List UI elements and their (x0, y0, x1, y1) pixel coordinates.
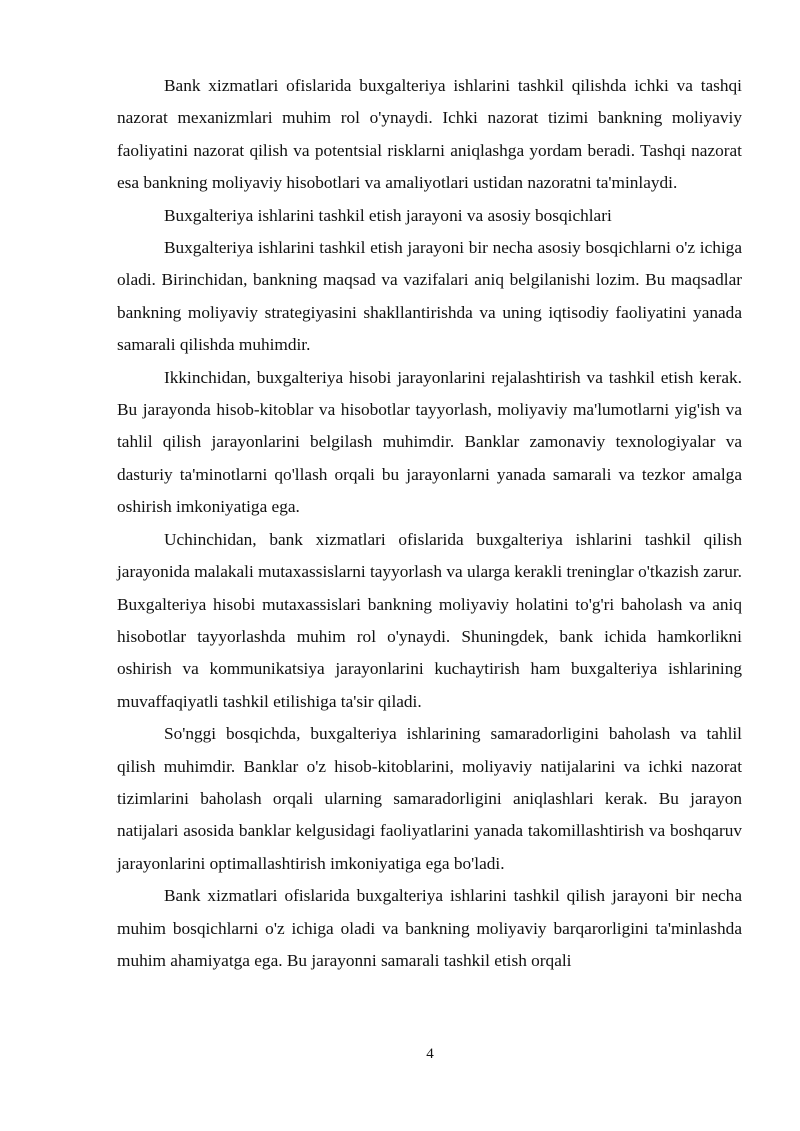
page-number: 4 (426, 1046, 434, 1062)
paragraph-second-stage: Ikkinchidan, buxgalteriya hisobi jarayonlarini rejalashtirish va tashkil etish kerak. Bu jarayonda hisob-kitoblar va hisobotlar tayyorlash, moliyaviy ma'lumotlarni yig'ish va tahlil qilish jarayonlarini belgilash muhimdir. Banklar zamonaviy texnologiyalar va dasturiy ta'minotlarni qo'llash orqali bu jarayonlarni yanada samarali va tezkor amalga oshirish imkoniyatiga ega. (117, 367, 742, 517)
paragraph-conclusion: Bank xizmatlari ofislarida buxgalteriya ishlarini tashkil qilish jarayoni bir necha muhim bosqichlarni o'z ichiga oladi va bankning moliyaviy barqarorligini ta'minlashda muhim ahamiyatga ega. Bu jarayonni samarali tashkil etish orqali (117, 886, 742, 970)
paragraph-process-stages: Buxgalteriya ishlarini tashkil etish jarayoni bir necha asosiy bosqichlarni o'z ichiga oladi. Birinchidan, bankning maqsad va vazifalari aniq belgilanishi lozim. Bu maqsadlar bankning moliyaviy strategiyasini shakllantirishda va uning iqtisodiy faoliyatini yanada samarali qilishda muhimdir. (117, 238, 742, 355)
section-heading: Buxgalteriya ishlarini tashkil etish jarayoni va asosiy bosqichlari (164, 205, 612, 225)
paragraph-final-stage: So'nggi bosqichda, buxgalteriya ishlarining samaradorligini baholash va tahlil qilish muhimdir. Banklar o'z hisob-kitoblarini, moliyaviy natijalarini va ichki nazorat tizimlarini baholash orqali ularning samaradorligini aniqlashlari kerak. Bu jarayon natijalari asosida banklar kelgusidagi faoliyatlarini yanada takomillashtirish va boshqaruv jarayonlarini optimallashtirish imkoniyatiga ega bo'ladi. (117, 724, 742, 873)
document-body (117, 70, 742, 977)
paragraph-internal-external-control: Bank xizmatlari ofislarida buxgalteriya ishlarini tashkil qilishda ichki va tashqi nazorat mexanizmlari muhim rol o'ynaydi. Ichki nazorat tizimi bankning moliyaviy faoliyatini nazorat qilish va potentsial risklarni aniqlashga yordam beradi. Tashqi nazorat esa bankning moliyaviy hisobotlari va amaliyotlari ustidan nazoratni ta'minlaydi. (117, 76, 742, 193)
paragraph-third-stage: Uchinchidan, bank xizmatlari ofislarida buxgalteriya ishlarini tashkil qilish jarayonida malakali mutaxassislarni tayyorlash va ularga kerakli treninglar o'tkazish zarur. Buxgalteriya hisobi mutaxassislari bankning moliyaviy holatini to'g'ri baholash va aniq hisobotlar tayyorlashda muhim rol o'ynaydi. Shuningdek, bank ichida hamkorlikni oshirish va kommunikatsiya jarayonlarini kuchaytirish ham buxgalteriya ishlarining muvaffaqiyatli tashkil etilishiga ta'sir qiladi. (117, 529, 742, 711)
